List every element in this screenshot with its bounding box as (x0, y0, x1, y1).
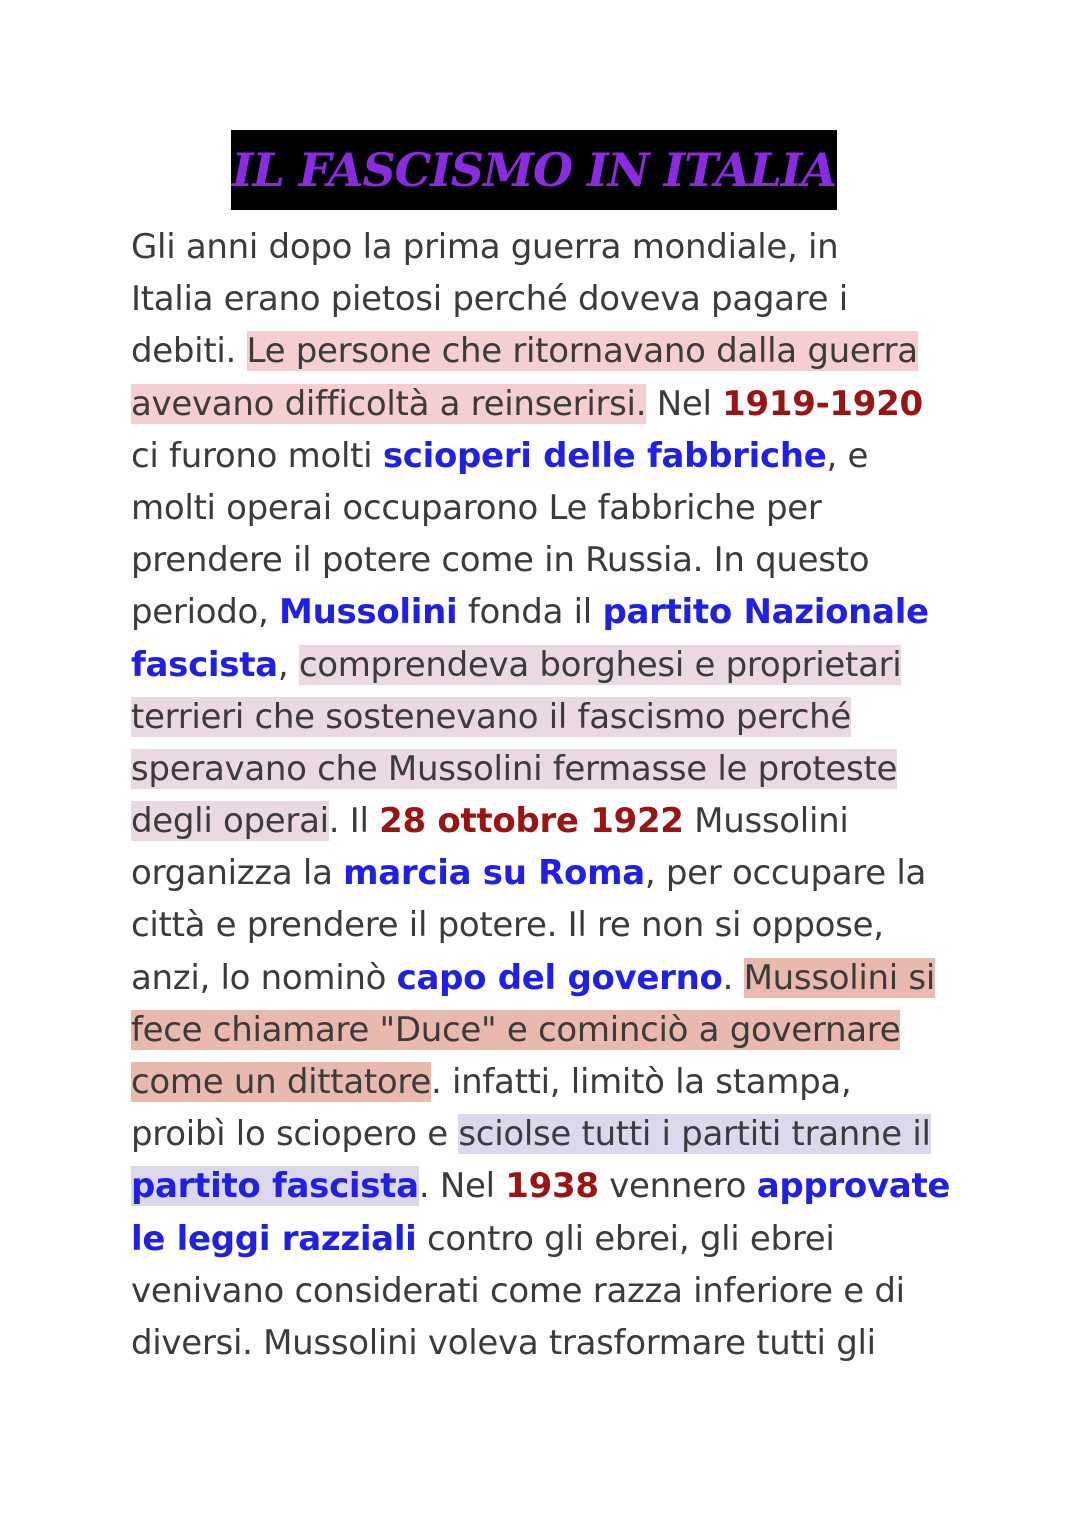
text-segment: Gli anni dopo la prima guerra mondiale, in (131, 227, 839, 267)
keyword-text: marcia su Roma (343, 853, 645, 894)
text-segment: periodo, (131, 592, 280, 633)
text-segment: Italia erano pietosi perché doveva pagare i (131, 279, 848, 320)
page-title: IL FASCISMO IN ITALIA (231, 143, 837, 197)
text-segment: . Nel (418, 1166, 506, 1207)
text-line (131, 1317, 961, 1369)
text-line (131, 221, 961, 273)
text-segment: , e (826, 435, 869, 476)
text-segment: proibì lo sciopero e (131, 1114, 459, 1155)
keyword-text: approvate (756, 1166, 951, 1207)
text-segment: diversi. Mussolini voleva trasformare tutti gli (131, 1322, 876, 1363)
text-segment: ci furono molti (131, 435, 383, 476)
highlighted-text: fece chiamare "Duce" e cominciò a governare (131, 1009, 901, 1050)
text-line (131, 378, 961, 430)
text-line (131, 586, 961, 638)
highlighted-text: avevano difficoltà a reinserirsi. (131, 383, 647, 424)
text-segment: . Il (328, 801, 380, 842)
keyword-text: fascista (131, 644, 278, 685)
highlighted-text: come un dittatore (131, 1062, 431, 1102)
text-segment: debiti. (131, 331, 247, 372)
body-paragraph (131, 221, 961, 1369)
text-line (131, 899, 961, 951)
date-text: 1919-1920 (722, 383, 923, 424)
text-line (131, 1056, 961, 1108)
text-line (131, 743, 961, 795)
text-line (131, 534, 961, 586)
text-line (131, 952, 961, 1004)
text-segment: Mussolini (683, 801, 849, 842)
highlighted-text: Mussolini si (743, 957, 935, 998)
text-segment: prendere il potere come in Russia. In questo (131, 540, 870, 581)
text-line (131, 847, 961, 899)
text-segment: . (722, 957, 744, 998)
text-line (131, 795, 961, 847)
highlighted-text: speravano che Mussolini fermasse le proteste (131, 748, 898, 789)
text-line (131, 325, 961, 377)
highlighted-text: degli operai (131, 801, 329, 842)
text-segment: . infatti, limitò la stampa, (430, 1062, 852, 1102)
keyword-text: Mussolini (279, 592, 458, 633)
text-line (131, 1213, 961, 1265)
title-banner (231, 130, 837, 210)
keyword-text: scioperi delle fabbriche (382, 435, 827, 476)
text-line (131, 273, 961, 325)
highlighted-text: sciolse tutti i partiti tranne il (458, 1114, 931, 1155)
keyword-text: capo del governo (396, 957, 723, 998)
highlighted-text: Le persone che ritornavano dalla guerra (246, 331, 918, 372)
keyword-text: le leggi razziali (131, 1218, 417, 1259)
text-line (131, 691, 961, 743)
text-segment: vennero (598, 1166, 757, 1207)
text-segment: contro gli ebrei, gli ebrei (416, 1218, 835, 1259)
highlighted-text: comprendeva borghesi e proprietari (298, 644, 902, 685)
text-line (131, 430, 961, 482)
text-segment: fonda il (457, 592, 603, 633)
keyword-text: partito Nazionale (602, 592, 929, 633)
text-line (131, 1265, 961, 1317)
text-line (131, 1004, 961, 1056)
text-segment: venivano considerati come razza inferiore e di (131, 1270, 905, 1311)
text-segment: , per occupare la (644, 853, 927, 894)
date-text: 28 ottobre 1922 (379, 801, 684, 842)
text-segment: Nel (646, 383, 723, 424)
text-segment: organizza la (131, 853, 344, 894)
text-line (131, 639, 961, 691)
text-segment: , (277, 644, 299, 685)
keyword-text: partito fascista (131, 1166, 419, 1207)
text-segment: città e prendere il potere. Il re non si oppose, (131, 905, 884, 946)
text-line (131, 482, 961, 534)
highlighted-text: terrieri che sostenevano il fascismo perché (131, 696, 852, 737)
text-line (131, 1108, 961, 1160)
text-segment: anzi, lo nominò (131, 957, 397, 998)
text-segment: molti operai occuparono Le fabbriche per (131, 487, 822, 528)
text-line (131, 1160, 961, 1212)
date-text: 1938 (505, 1166, 599, 1207)
